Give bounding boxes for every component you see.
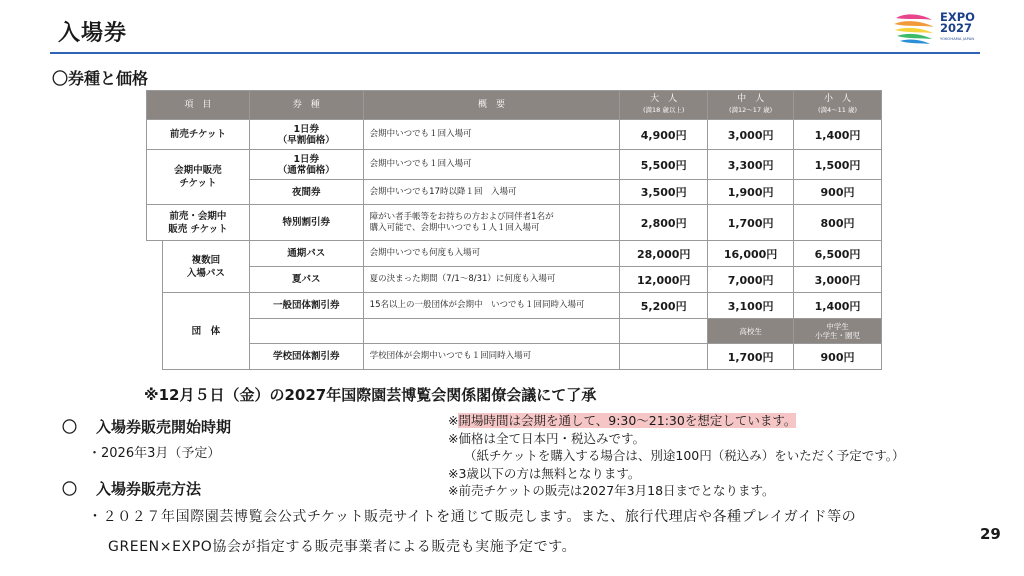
header-desc: 概 要 bbox=[363, 91, 620, 120]
row-kind: 通期パス bbox=[249, 241, 363, 267]
price-child: 6,500円 bbox=[794, 241, 882, 267]
table-row bbox=[147, 120, 882, 150]
price-middle: 3,000円 bbox=[708, 120, 794, 150]
row-desc: 15名以上の一般団体が会期中 いつでも１回同時入場可 bbox=[363, 293, 620, 319]
table-row bbox=[147, 180, 882, 205]
table-row bbox=[147, 344, 882, 370]
row-item: 前売チケット bbox=[147, 120, 250, 150]
sales-method-heading: 〇 入場券販売方法 bbox=[62, 480, 202, 498]
row-kind-empty bbox=[249, 319, 363, 344]
price-middle: 1,700円 bbox=[708, 205, 794, 241]
price-child: 800円 bbox=[794, 205, 882, 241]
header-item: 項 目 bbox=[147, 91, 250, 120]
page-title: 入場券 bbox=[58, 21, 128, 46]
price-adult: 2,800円 bbox=[620, 205, 708, 241]
price-adult: 5,500円 bbox=[620, 150, 708, 180]
price-child: 900円 bbox=[794, 344, 882, 370]
table-header-row bbox=[147, 91, 882, 120]
notes-block: ※開場時間は会期を通して、9:30～21:30を想定しています。 ※価格は全て日本円・税込みです。 （紙チケットを購入する場合は、別途100円（税込み）をいただく予定です。） ※3歳以下の方は無料となります。 ※前売チケットの販売は2027年3月18日までとなります。 bbox=[448, 413, 905, 498]
price-middle: 1,700円 bbox=[708, 344, 794, 370]
price-adult: 3,500円 bbox=[620, 180, 708, 205]
row-desc: 会期中いつでも17時以降１回 入場可 bbox=[363, 180, 620, 205]
table-row bbox=[147, 241, 882, 267]
indent-spacer bbox=[147, 241, 163, 370]
sales-method-line1: ・２０２７年国際園芸博覧会公式チケット販売サイトを通じて販売します。また、旅行代理店や各種プレイガイド等の bbox=[88, 509, 857, 525]
header-child: 小 人 (満4～11 歳) bbox=[794, 91, 882, 120]
row-kind: 一般団体割引券 bbox=[249, 293, 363, 319]
row-kind: 夜間券 bbox=[249, 180, 363, 205]
row-kind: 1日券 （早割価格） bbox=[249, 120, 363, 150]
header-adult: 大 人 (満18 歳以上) bbox=[620, 91, 708, 120]
price-child: 1,500円 bbox=[794, 150, 882, 180]
logo-subtext: YOKOHAMA JAPAN bbox=[940, 37, 975, 41]
row-kind: 夏パス bbox=[249, 267, 363, 293]
price-middle: 1,900円 bbox=[708, 180, 794, 205]
highlighted-note: 開場時間は会期を通して、9:30～21:30を想定しています。 bbox=[458, 413, 797, 428]
price-adult: 28,000円 bbox=[620, 241, 708, 267]
row-item: 複数回 入場パス bbox=[162, 241, 249, 293]
school-label-high: 高校生 bbox=[708, 319, 794, 344]
price-adult: 5,200円 bbox=[620, 293, 708, 319]
header-kind: 券 種 bbox=[249, 91, 363, 120]
price-middle: 3,300円 bbox=[708, 150, 794, 180]
row-desc: 会期中いつでも何度も入場可 bbox=[363, 241, 620, 267]
approval-note: ※12月５日（金）の2027年国際園芸博覧会関係閣僚会議にて了承 bbox=[144, 386, 597, 404]
price-middle: 7,000円 bbox=[708, 267, 794, 293]
row-kind: 1日券 （通常価格） bbox=[249, 150, 363, 180]
title-underline bbox=[50, 52, 980, 54]
price-child: 1,400円 bbox=[794, 293, 882, 319]
row-item: 前売・会期中 販売 チケット bbox=[147, 205, 250, 241]
row-item: 団 体 bbox=[162, 293, 249, 370]
price-middle: 16,000円 bbox=[708, 241, 794, 267]
row-kind: 学校団体割引券 bbox=[249, 344, 363, 370]
price-adult: 12,000円 bbox=[620, 267, 708, 293]
header-middle: 中 人 (満12～17 歳) bbox=[708, 91, 794, 120]
table-row bbox=[147, 150, 882, 180]
row-kind: 特別割引券 bbox=[249, 205, 363, 241]
school-label-junior: 中学生 小学生・園児 bbox=[794, 319, 882, 344]
price-middle: 3,100円 bbox=[708, 293, 794, 319]
price-adult-empty bbox=[620, 319, 708, 344]
row-desc-empty bbox=[363, 319, 620, 344]
sales-method-line2: GREEN×EXPO協会が指定する販売事業者による販売も実施予定です。 bbox=[108, 539, 577, 555]
price-child: 1,400円 bbox=[794, 120, 882, 150]
row-desc: 会期中いつでも１回入場可 bbox=[363, 150, 620, 180]
page-number: 29 bbox=[980, 525, 1001, 543]
row-desc: 学校団体が会期中いつでも１回同時入場可 bbox=[363, 344, 620, 370]
row-item: 会期中販売 チケット bbox=[147, 150, 250, 205]
section-heading: 〇券種と価格 bbox=[52, 69, 149, 88]
price-adult-empty bbox=[620, 344, 708, 370]
sales-start-detail: ・2026年3月（予定） bbox=[88, 446, 221, 461]
sales-start-heading: 〇 入場券販売開始時期 bbox=[62, 418, 232, 436]
price-child: 900円 bbox=[794, 180, 882, 205]
row-desc: 会期中いつでも１回入場可 bbox=[363, 120, 620, 150]
table-row bbox=[147, 205, 882, 241]
row-desc: 障がい者手帳等をお持ちの方および同伴者1名が 購入可能で、会期中いつでも１人１回入場可 bbox=[363, 205, 620, 241]
table-row bbox=[147, 267, 882, 293]
table-row bbox=[147, 319, 882, 344]
price-adult: 4,900円 bbox=[620, 120, 708, 150]
logo-wordmark: EXPO 2027 bbox=[940, 10, 975, 35]
price-child: 3,000円 bbox=[794, 267, 882, 293]
ticket-price-table bbox=[146, 90, 882, 370]
row-desc: 夏の決まった期間（7/1～8/31）に何度も入場可 bbox=[363, 267, 620, 293]
table-row bbox=[147, 293, 882, 319]
